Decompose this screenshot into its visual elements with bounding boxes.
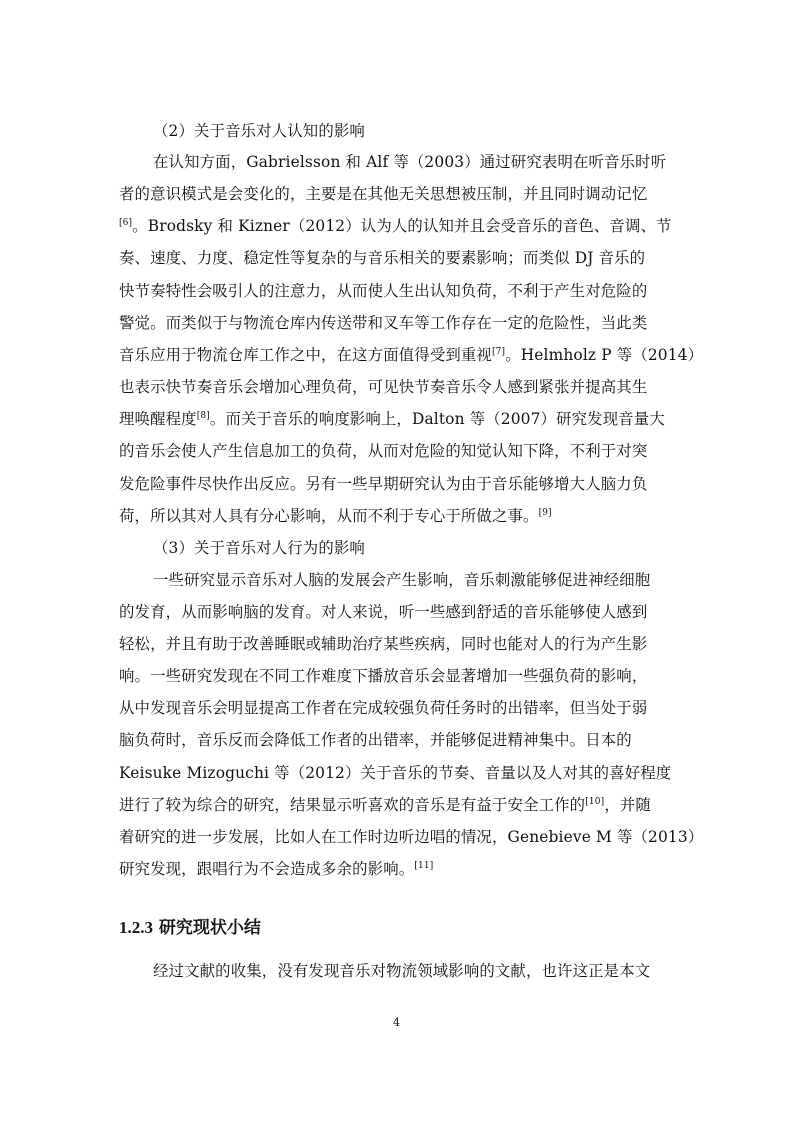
section-heading — [119, 917, 261, 939]
paragraph-line: [6]。Brodsky 和 Kizner（2012）认为人的认知并且会受音乐的音色、音调、节 — [119, 217, 672, 235]
paragraph-line: 在认知方面，Gabrielsson 和 Alf 等（2003）通过研究表明在听音乐时听 — [153, 153, 667, 171]
paragraph-line: 研究发现，跟唱行为不会造成多余的影响。[11] — [119, 860, 434, 878]
paragraph-line: 警觉。而类似于与物流仓库内传送带和叉车等工作存在一定的危险性，当此类 — [119, 314, 648, 332]
paragraph-line: 奏、速度、力度、稳定性等复杂的与音乐相关的要素影响；而类似 DJ 音乐的 — [119, 249, 646, 267]
paragraph-line: 进行了较为综合的研究，结果显示听喜欢的音乐是有益于安全工作的[10]，并随 — [119, 796, 651, 814]
citation-ref: [7] — [491, 346, 506, 357]
paragraph-line: 经过文献的收集，没有发现音乐对物流领域影响的文献，也许这正是本文 — [153, 962, 651, 980]
paragraph-line: 发危险事件尽快作出反应。另有一些早期研究认为由于音乐能够增大人脑力负 — [119, 475, 648, 493]
paragraph-line: 的发育，从而影响脑的发育。对人来说，听一些感到舒适的音乐能够使人感到 — [119, 603, 648, 621]
paragraph-line: 音乐应用于物流仓库工作之中，在这方面值得受到重视[7]。Helmholz P 等（2014） — [119, 346, 704, 364]
paragraph-line: 快节奏特性会吸引人的注意力，从而使人生出认知负荷，不利于产生对危险的 — [119, 282, 648, 300]
paragraph-line: 脑负荷时，音乐反而会降低工作者的出错率，并能够促进精神集中。日本的 — [119, 731, 632, 749]
citation-ref: [11] — [414, 860, 434, 871]
paragraph-line: 着研究的进一步发展，比如人在工作时边听边唱的情况，Genebieve M 等（2013） — [119, 828, 704, 846]
paragraph-line: 也表示快节奏音乐会增加心理负荷，可见快节奏音乐令人感到紧张并提高其生 — [119, 378, 648, 396]
paragraph-line: 的音乐会使人产生信息加工的负荷，从而对危险的知觉认知下降，不利于对突 — [119, 442, 648, 460]
paragraph-line: 者的意识模式是会变化的，主要是在其他无关思想被压制，并且同时调动记忆 — [119, 185, 648, 203]
paragraph-line: 响。一些研究发现在不同工作难度下播放音乐会显著增加一些强负荷的影响， — [119, 667, 648, 685]
subsection-title-cognition: （2）关于音乐对人认知的影响 — [153, 122, 365, 140]
citation-ref: [9] — [538, 507, 552, 518]
citation-ref: [8] — [196, 410, 210, 421]
citation-ref: [6] — [119, 217, 133, 228]
paragraph-line: 荷，所以其对人具有分心影响，从而不利于专心于所做之事。[9] — [119, 507, 552, 525]
page-number: 4 — [393, 1016, 400, 1029]
citation-ref: [10] — [585, 796, 605, 807]
section-title: 研究现状小结 — [158, 918, 261, 938]
section-number: 1.2.3 — [119, 918, 153, 937]
paragraph-line: Keisuke Mizoguchi 等（2012）关于音乐的节奏、音量以及人对其的喜好程度 — [119, 764, 672, 782]
paragraph-line: 轻松，并且有助于改善睡眠或辅助治疗某些疾病，同时也能对人的行为产生影 — [119, 635, 648, 653]
paragraph-line: 从中发现音乐会明显提高工作者在完成较强负荷任务时的出错率，但当处于弱 — [119, 699, 648, 717]
paragraph-line: 理唤醒程度[8]。而关于音乐的响度影响上，Dalton 等（2007）研究发现音量大 — [119, 410, 665, 428]
subsection-title-behavior: （3）关于音乐对人行为的影响 — [153, 539, 365, 557]
paragraph-line: 一些研究显示音乐对人脑的发展会产生影响，音乐刺激能够促进神经细胞 — [153, 571, 651, 589]
